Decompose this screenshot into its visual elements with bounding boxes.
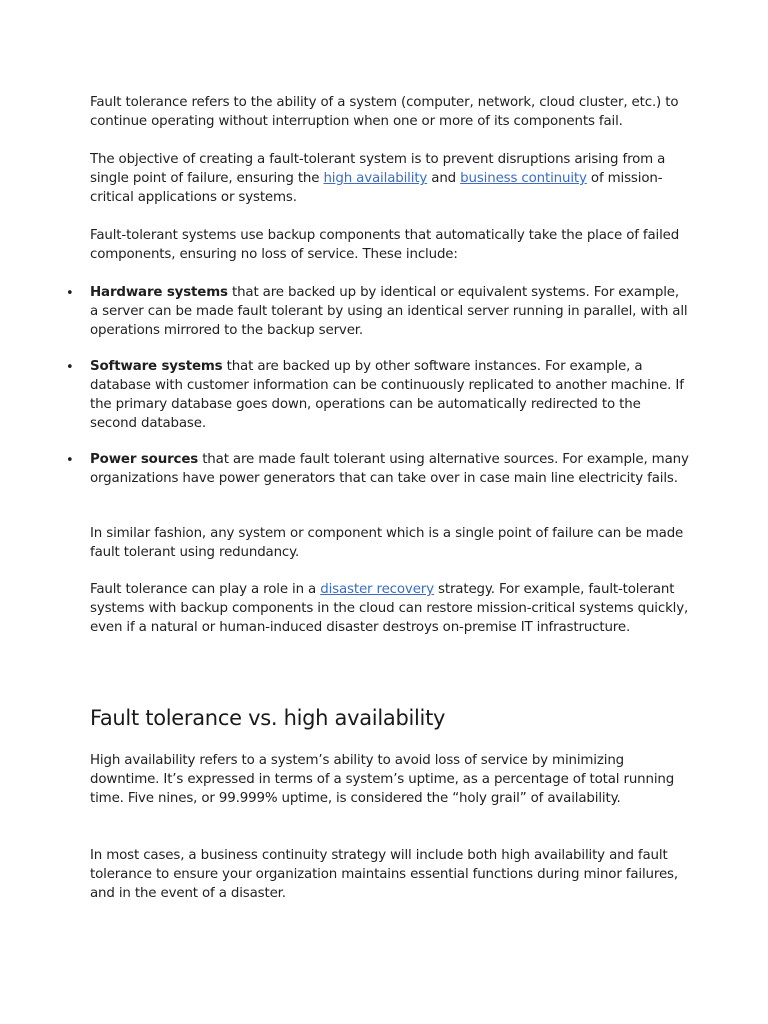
bullet-marker: • (66, 286, 74, 301)
paragraph-high-availability-text: High availability refers to a system’s ability to avoid loss of service by minimizing downtime. It’s expressed in terms of a system’s uptime, as a percentage of total running time. Five nines, or 99.999% uptime, is considered the “holy grail” of availability. (90, 753, 675, 806)
list-item-software (90, 357, 690, 433)
list-item-hardware (90, 283, 690, 340)
list-item-power (90, 450, 690, 488)
bullet-marker: • (66, 360, 74, 375)
bullet-marker: • (66, 453, 74, 468)
disaster-recovery-link[interactable]: disaster recovery (320, 582, 434, 597)
paragraph-redundancy-text: In similar fashion, any system or component which is a single point of failure can be made fault tolerant using redundancy. (90, 526, 684, 560)
paragraph-disaster-recovery (90, 580, 690, 637)
paragraph-business-continuity-text: In most cases, a business continuity strategy will include both high availability and fault tolerance to ensure your organization maintains essential functions during minor failures, and in the event of a disaster. (90, 848, 678, 901)
paragraph-disaster-recovery-text-b: strategy. For example, fault-tolerant systems with backup components in the cloud can restore mission-critical systems quickly, even if a natural or human-induced disaster destroys on-premise IT infrastructure. (90, 582, 689, 635)
list-item-text: that are backed up by other software instances. For example, a database with customer information can be continuously replicated to another machine. If the primary database goes down, operations can be automatically redirected to the second database. (90, 359, 684, 431)
paragraph-redundancy (90, 524, 690, 562)
paragraph-objective-text-a: The objective of creating a fault-tolerant system is to prevent disruptions arising from a single point of failure, ensuring the (90, 152, 666, 186)
paragraph-disaster-recovery-text-a: Fault tolerance can play a role in a (90, 582, 321, 597)
paragraph-backup-components (90, 226, 690, 264)
paragraph-business-continuity (90, 846, 690, 903)
paragraph-intro-text: Fault tolerance refers to the ability of a system (computer, network, cloud cluster, etc.) to continue operating without interruption when one or more of its components fail. (90, 95, 679, 129)
list-item-term: Power sources (90, 452, 199, 467)
list-item-text: that are backed up by identical or equivalent systems. For example, a server can be made fault tolerant by using an identical server running in parallel, with all operations mirrored to the backup server. (90, 285, 688, 338)
paragraph-backup-components-text: Fault-tolerant systems use backup components that automatically take the place of failed components, ensuring no loss of service. These include: (90, 228, 680, 262)
paragraph-high-availability (90, 751, 690, 808)
list-item-term: Software systems (90, 359, 223, 374)
high-availability-link[interactable]: high availability (323, 171, 428, 186)
paragraph-objective (90, 150, 690, 207)
list-item-term: Hardware systems (90, 285, 228, 300)
paragraph-intro (90, 93, 690, 131)
section-heading: Fault tolerance vs. high availability (90, 706, 446, 730)
business-continuity-link[interactable]: business continuity (460, 171, 587, 186)
paragraph-objective-text-b: and (427, 171, 461, 186)
paragraph-objective-text-c: of mission-critical applications or systems. (90, 171, 663, 205)
list-item-text: that are made fault tolerant using alternative sources. For example, many organizations have power generators that can take over in case main line electricity fails. (90, 452, 689, 486)
